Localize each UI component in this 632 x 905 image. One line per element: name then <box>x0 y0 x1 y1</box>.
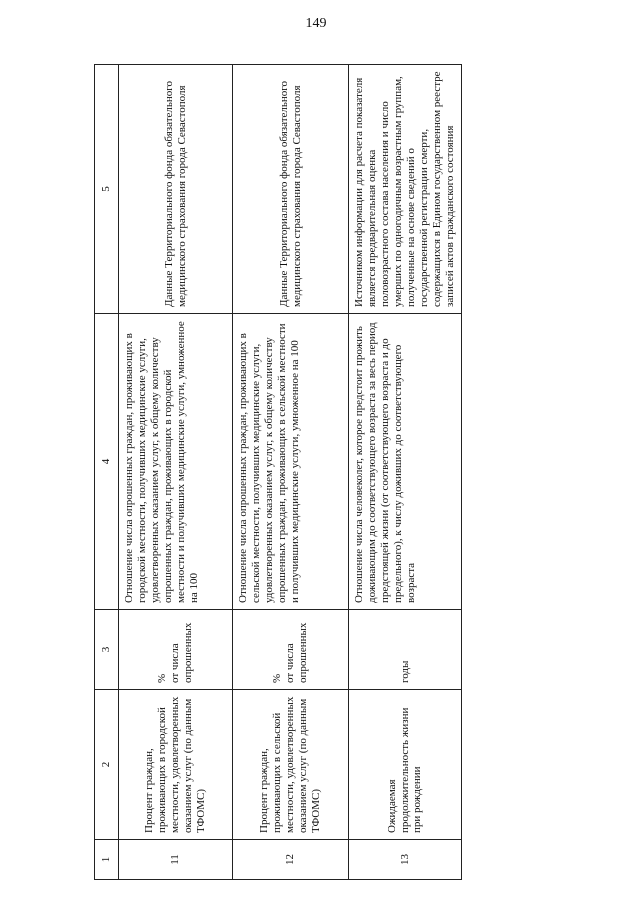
table-row <box>349 65 462 880</box>
unit-text: % от числа опрошенных <box>156 622 194 683</box>
header-col-3: 3 <box>95 610 119 690</box>
row-number: 11 <box>119 840 233 880</box>
unit-of-measure <box>119 610 233 690</box>
rotated-table-container <box>94 65 461 880</box>
data-source: Данные Территориального фонда обязательного медицинского страхования города Севастополя <box>233 65 349 314</box>
indicators-table <box>94 64 462 880</box>
unit-text: годы <box>398 660 411 683</box>
row-number: 12 <box>233 840 349 880</box>
calculation-method: Отношение числа опрошенных граждан, проживающих в городской местности, получивших медицинские услуги, удовлетворенных оказанием услуг, к общему количеству опрошенных граждан, проживающих в городской местности и получивших медицинские услуги, умноженное на 100 <box>119 314 233 610</box>
indicator-name: Процент граждан, проживающих в городской местности, удовлетворенных оказанием услуг (по данным ТФОМС) <box>119 690 233 840</box>
calculation-method: Отношение числа человеколет, которое предстоит прожить доживающим до соответствующего возраста за весь период предстоящей жизни (от соответствующего возраста и до предельного), к числу доживших до соответствующего возраста <box>349 314 462 610</box>
header-row <box>95 65 119 880</box>
header-col-1: 1 <box>95 840 119 880</box>
data-source: Источником информации для расчета показателя является предварительная оценка половозрастного состава населения и число умерших по одногодичным возрастным группам, полученные на основе сведений о государственной регистрации смерти, содержащихся в Едином государственном реестре записей актов гражданского состояния <box>349 65 462 314</box>
header-col-4: 4 <box>95 314 119 610</box>
table-row <box>119 65 233 880</box>
page-number: 149 <box>305 16 327 31</box>
unit-of-measure <box>349 610 462 690</box>
table-row <box>233 65 349 880</box>
calculation-method: Отношение числа опрошенных граждан, проживающих в сельской местности, получивших медицинские услуги, удовлетворенных оказанием услуг, к общему количеству опрошенных граждан, проживающих в сельской местности и получивших медицинские услуги, умноженное на 100 <box>233 314 349 610</box>
unit-text: % от числа опрошенных <box>271 622 309 683</box>
data-source: Данные Территориального фонда обязательного медицинского страхования города Севастополя <box>119 65 233 314</box>
indicator-name: Ожидаемая продолжительность жизни при рождении <box>349 690 462 840</box>
header-col-5: 5 <box>95 65 119 314</box>
indicator-name: Процент граждан, проживающих в сельской местности, удовлетворенных оказанием услуг (по данным ТФОМС) <box>233 690 349 840</box>
unit-of-measure <box>233 610 349 690</box>
row-number: 13 <box>349 840 462 880</box>
header-col-2: 2 <box>95 690 119 840</box>
